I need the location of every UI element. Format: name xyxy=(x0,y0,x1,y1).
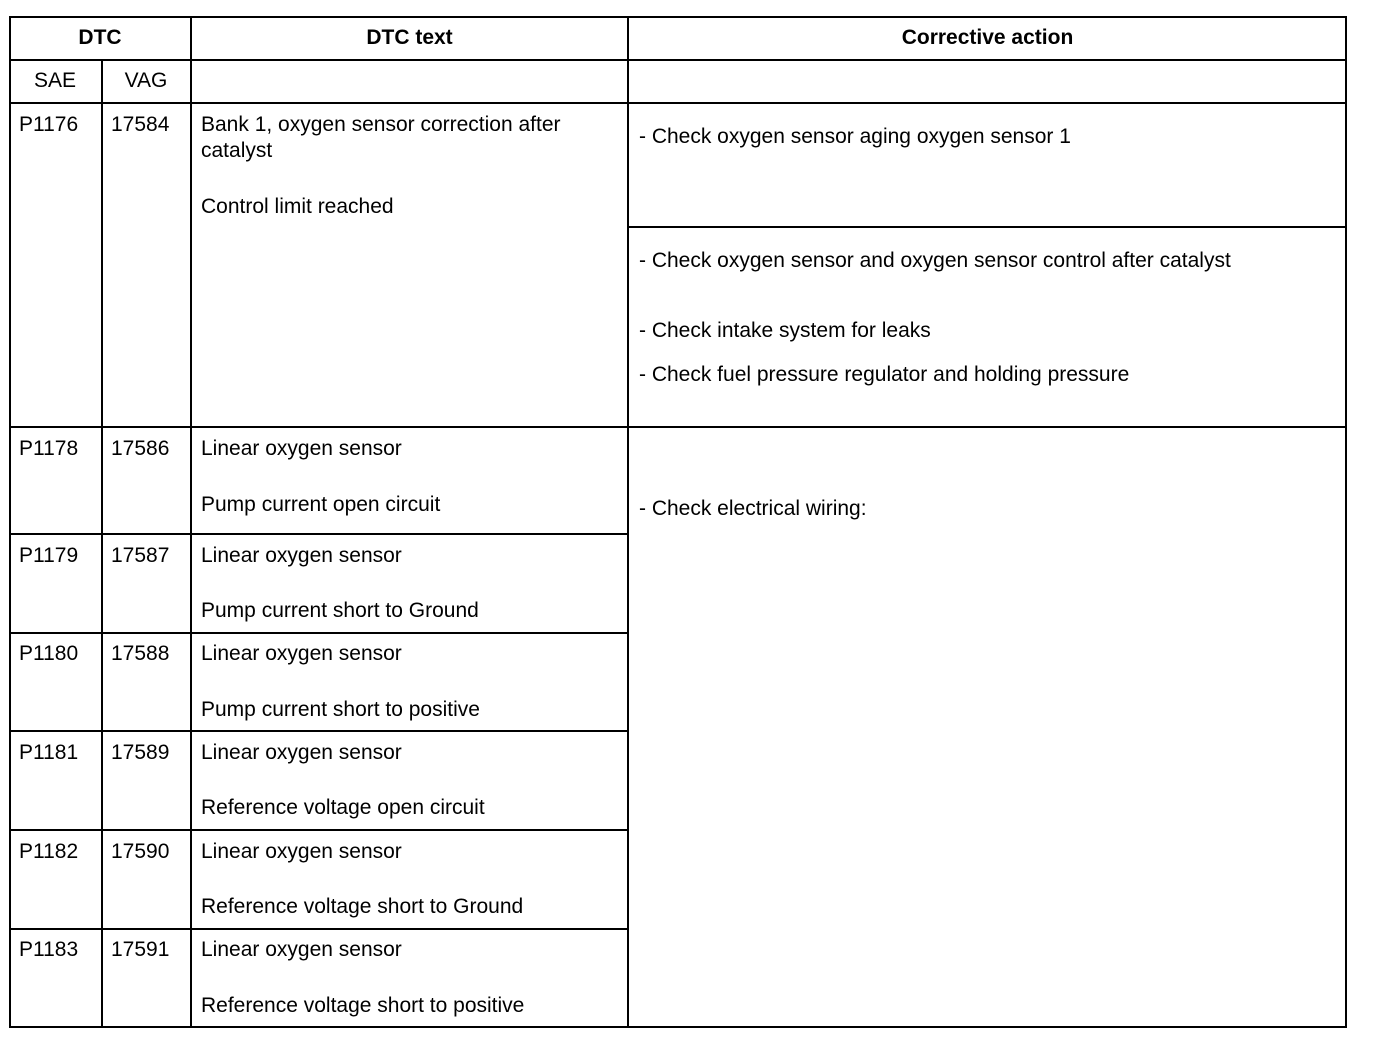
row-divider xyxy=(9,102,1347,104)
dtc-text-line: Linear oxygen sensor xyxy=(201,840,402,863)
vag-code: 17584 xyxy=(111,113,170,136)
dtc-text-line: Linear oxygen sensor xyxy=(201,437,402,460)
vag-code: 17590 xyxy=(111,840,170,863)
row-divider xyxy=(9,730,629,732)
row-divider xyxy=(9,829,629,831)
dtc-text-line: catalyst xyxy=(201,139,273,162)
dtc-table xyxy=(9,16,1347,1028)
header-dtc-text: DTC text xyxy=(366,26,453,49)
dtc-text-line: Pump current short to positive xyxy=(201,698,480,721)
col-divider xyxy=(627,16,629,1028)
dtc-text-line: Linear oxygen sensor xyxy=(201,938,402,961)
subheader-sae: SAE xyxy=(33,69,77,92)
dtc-text-line: Control limit reached xyxy=(201,195,394,218)
dtc-text-line: Reference voltage short to Ground xyxy=(201,895,524,918)
vag-code: 17587 xyxy=(111,544,170,567)
vag-code: 17589 xyxy=(111,741,170,764)
sae-code: P1183 xyxy=(19,938,79,961)
col-divider xyxy=(190,16,192,1028)
header-corrective-action: Corrective action xyxy=(901,26,1074,49)
dtc-text-line: Reference voltage open circuit xyxy=(201,796,485,819)
vag-code: 17591 xyxy=(111,938,170,961)
vag-code: 17588 xyxy=(111,642,170,665)
dtc-text-line: Linear oxygen sensor xyxy=(201,544,402,567)
dtc-text-line: Bank 1, oxygen sensor correction after xyxy=(201,113,561,136)
sae-code: P1178 xyxy=(19,437,79,460)
corrective-action-item: - Check fuel pressure regulator and holding pressure xyxy=(639,363,1130,386)
dtc-text-line: Linear oxygen sensor xyxy=(201,642,402,665)
dtc-text-line: Pump current open circuit xyxy=(201,493,441,516)
corrective-action-item: - Check oxygen sensor and oxygen sensor control after catalyst xyxy=(639,249,1231,272)
dtc-text-line: Pump current short to Ground xyxy=(201,599,479,622)
header-dtc: DTC xyxy=(78,26,122,49)
corrective-action-item: - Check intake system for leaks xyxy=(639,319,931,342)
corrective-action-item: - Check oxygen sensor aging oxygen sensor 1 xyxy=(639,125,1071,148)
dtc-text-line: Linear oxygen sensor xyxy=(201,741,402,764)
row-divider xyxy=(9,928,629,930)
dtc-text-line: Reference voltage short to positive xyxy=(201,994,525,1017)
sae-code: P1180 xyxy=(19,642,79,665)
row-divider xyxy=(9,632,629,634)
sae-code: P1182 xyxy=(19,840,79,863)
table-border xyxy=(9,16,1347,1028)
col-divider xyxy=(101,59,103,1028)
row-divider xyxy=(9,533,629,535)
subheader-vag: VAG xyxy=(124,69,168,92)
sae-code: P1181 xyxy=(19,741,79,764)
corrective-action-item: - Check electrical wiring: xyxy=(639,497,867,520)
row-divider xyxy=(9,426,1347,428)
row-divider xyxy=(9,59,1347,61)
sae-code: P1179 xyxy=(19,544,79,567)
vag-code: 17586 xyxy=(111,437,170,460)
row-divider xyxy=(628,226,1347,228)
sae-code: P1176 xyxy=(19,113,79,136)
